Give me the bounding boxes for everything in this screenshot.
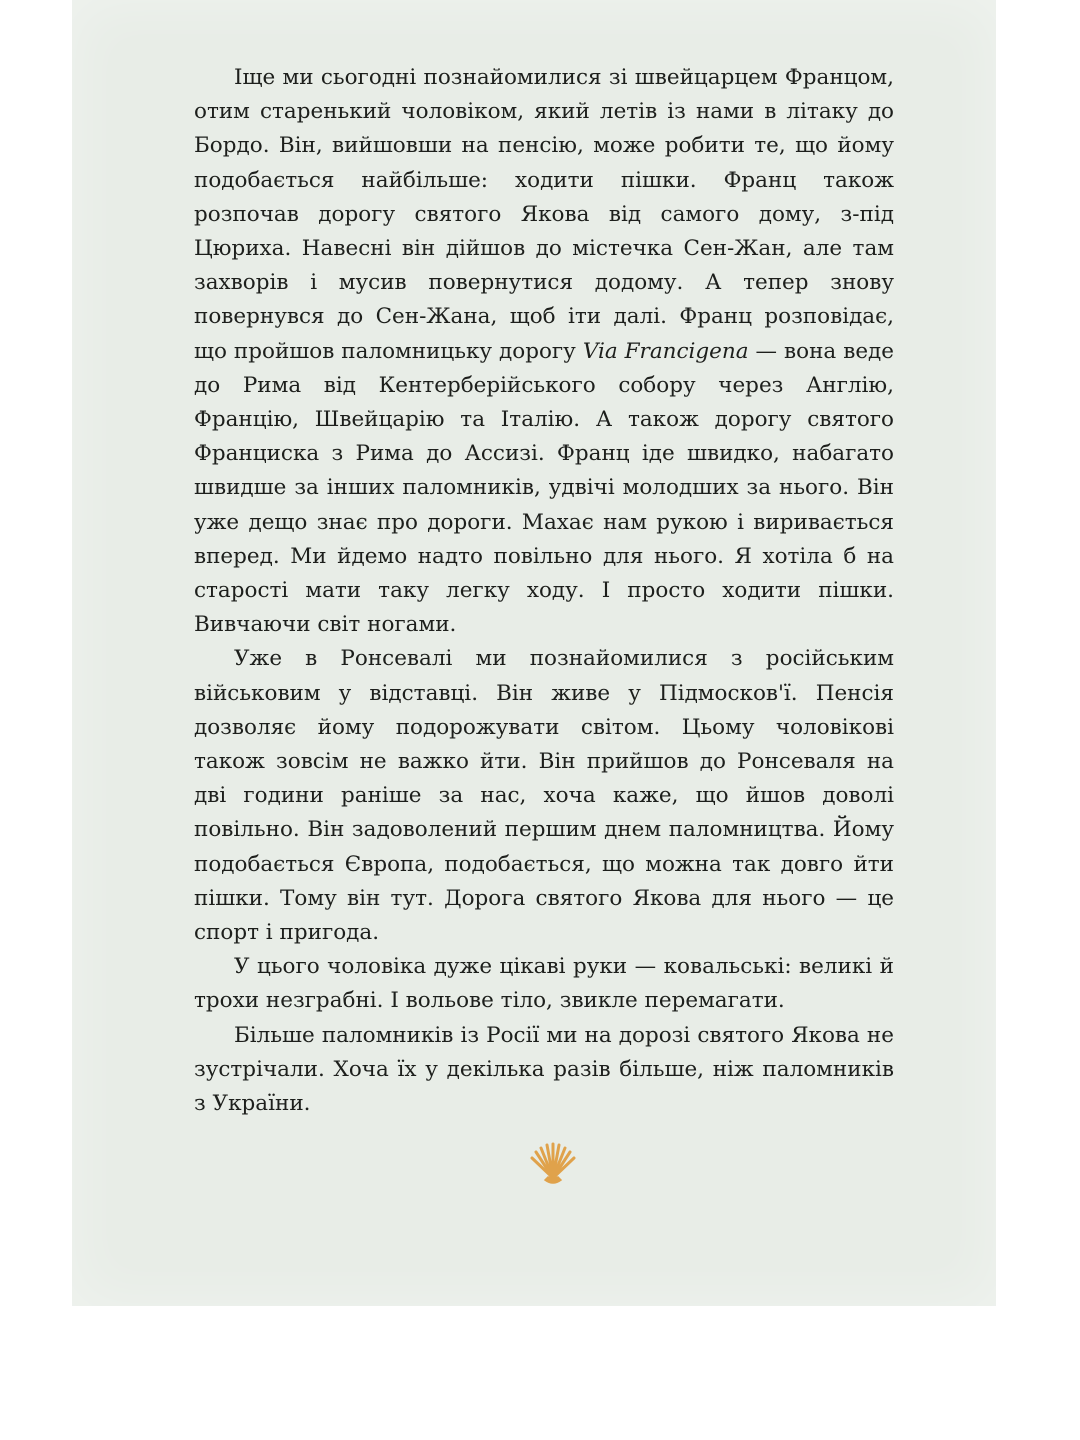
scallop-shell-svg — [526, 1142, 580, 1186]
book-page — [72, 0, 996, 1306]
paragraph-franz-part-1: Іще ми сьогодні познайомилися зі швейцарцем Францом, отим старенький чоловіком, який летів із нами в літаку до Бордо. Він, вийшовши на пенсію, може робити те, що йому подобається найбільше: ходити пішки. Франц також розпочав дорогу святого Якова від самого дому, з-під Цюриха. Навесні він дійшов до містечка Сен-Жан, але там захворів і мусив повернутися додому. А тепер знову повернувся до Сен-Жана, щоб іти далі. Франц розповідає, що пройшов паломницьку дорогу — [194, 65, 894, 364]
paragraph-pilgrims: Більше паломників із Росії ми на дорозі святого Якова не зустрічали. Хоча їх у декілька разів більше, ніж паломників з України. — [194, 1022, 894, 1117]
scallop-shell-icon — [526, 1142, 580, 1186]
paragraph-franz-part-2: — вона веде до Рима від Кентерберійського собору через Англію, Францію, Швейцарію та Італію. А також дорогу святого Франциска з Рима до Ассизі. Франц іде швидко, набагато швидше за інших паломників, удвічі молодших за нього. Він уже дещо знає про дороги. Махає нам рукою і виривається вперед. Ми йдемо надто повільно для нього. Я хотіла б на старості мати таку легку ходу. І просто ходити пішки. Вивчаючи світ ногами. — [194, 338, 895, 638]
paragraph-hands: У цього чоловіка дуже цікаві руки — ковальські: великі й трохи незграбні. І вольове тіло, звикле перемагати. — [194, 954, 894, 1014]
body-text — [194, 61, 894, 1121]
shell-base — [545, 1177, 561, 1183]
via-francigena-italic: Via Francigena — [582, 338, 749, 364]
paragraph-russian-veteran: Уже в Ронсевалі ми познайомилися з російським військовим у відставці. Він живе у Підмосков'ї. Пенсія дозволяє йому подорожувати світом. Цьому чоловікові також зовсім не важко йти. Він прийшов до Ронсеваля на дві години раніше за нас, хоча каже, що йшов доволі повільно. Він задоволений першим днем паломництва. Йому подобається Європа, подобається, що можна так довго йти пішки. Тому він тут. Дорога святого Якова для нього — це спорт і пригода. — [194, 646, 894, 946]
paragraph-franz — [194, 61, 894, 642]
